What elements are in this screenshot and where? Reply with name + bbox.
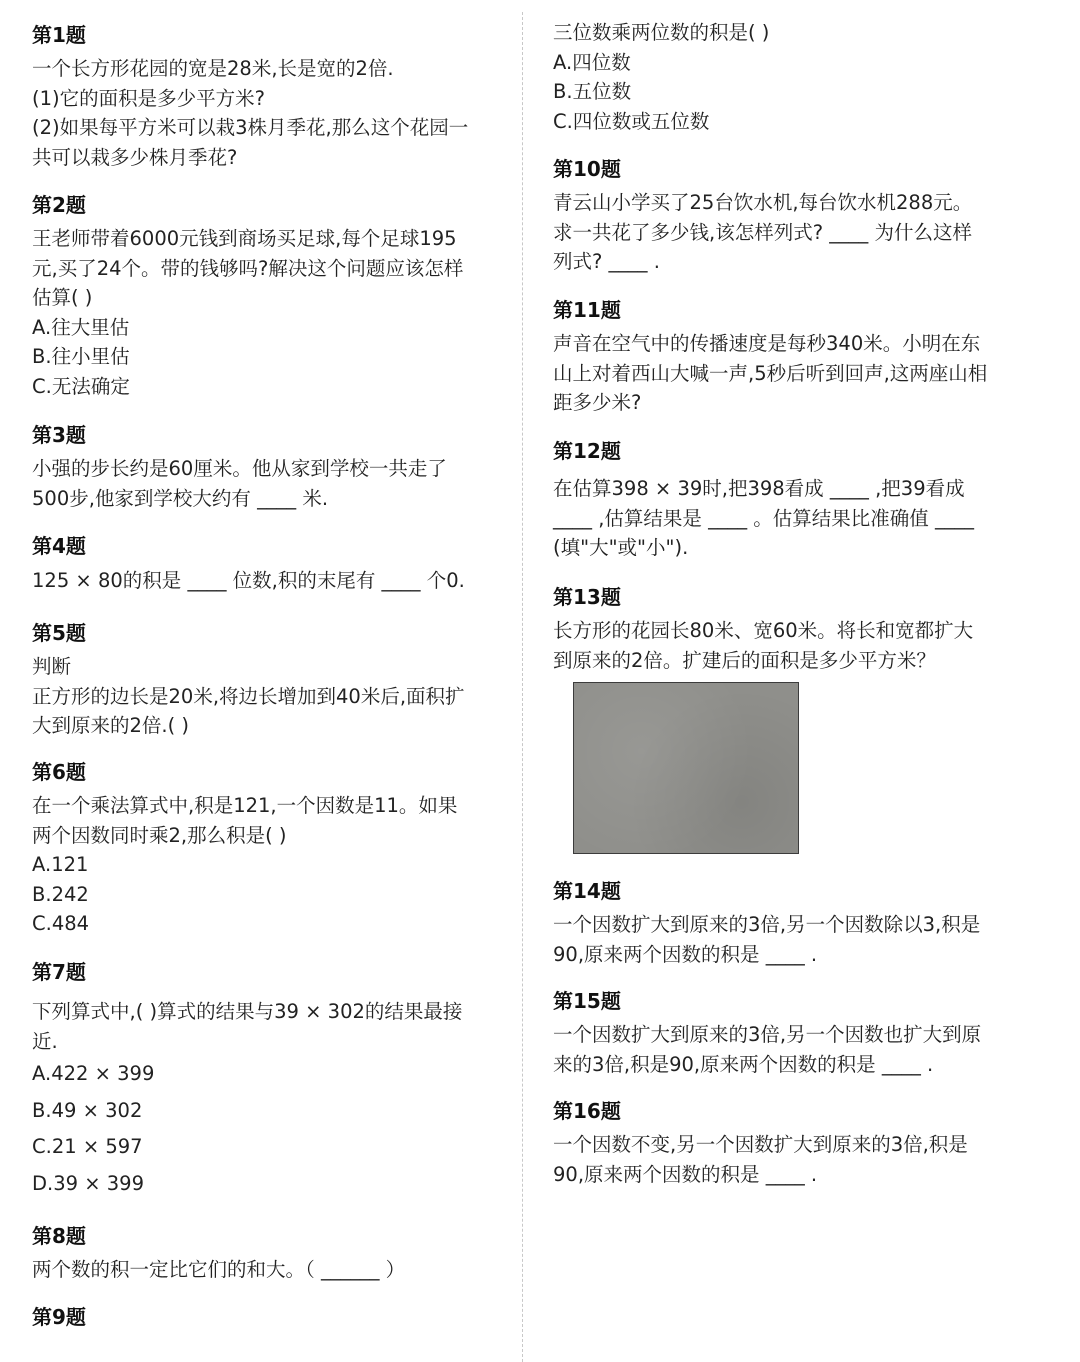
option-c: C.484 [32, 912, 90, 936]
option-a: A.121 [32, 853, 89, 877]
question-title: 第15题 [553, 989, 621, 1013]
question-11 [553, 295, 1023, 418]
question-title: 第4题 [32, 534, 86, 558]
question-text: 列式? ____ . [553, 250, 660, 274]
question-text: 125 × 80的积是 ____ 位数,积的末尾有 ____ 个0. [32, 569, 465, 592]
question-16 [553, 1096, 1023, 1189]
option-a: A.422 × 399 [32, 1062, 155, 1086]
question-text: 山上对着西山大喊一声,5秒后听到回声,这两座山相 [553, 361, 988, 385]
question-text: 一个长方形花园的宽是28米,长是宽的2倍. [32, 57, 394, 80]
question-text: 下列算式中,( )算式的结果与39 × 302的结果最接 [32, 1000, 463, 1023]
question-15 [553, 986, 1023, 1079]
question-text: 两个因数同时乘2,那么积是( ) [32, 823, 287, 847]
question-text: 共可以栽多少株月季花? [32, 145, 238, 169]
question-title: 第11题 [553, 298, 621, 322]
question-text: 两个数的积一定比它们的和大。（ ______ ） [32, 1258, 406, 1281]
option-b: B.五位数 [553, 80, 632, 104]
question-text: 距多少米? [553, 391, 642, 415]
question-title: 第9题 [32, 1305, 86, 1329]
question-title: 第10题 [553, 157, 621, 181]
question-text: 90,原来两个因数的积是 ____ . [553, 1162, 818, 1186]
question-text: 三位数乘两位数的积是( ) [553, 21, 770, 44]
question-10 [553, 154, 1023, 277]
option-c: C.无法确定 [32, 374, 130, 398]
question-7 [32, 957, 502, 1202]
question-12 [553, 436, 1023, 563]
option-a: A.往大里估 [32, 315, 130, 339]
question-title: 第16题 [553, 1099, 621, 1123]
option-d: D.39 × 399 [32, 1171, 144, 1195]
question-14 [553, 876, 1023, 969]
question-4 [32, 531, 502, 600]
question-text: 小强的步长约是60厘米。他从家到学校一共走了 [32, 457, 447, 480]
question-text: 一个因数扩大到原来的3倍,另一个因数也扩大到原 [553, 1023, 982, 1046]
question-title: 第14题 [553, 879, 621, 903]
option-c: C.21 × 597 [32, 1135, 143, 1159]
question-title: 第8题 [32, 1224, 86, 1248]
option-b: B.242 [32, 882, 89, 906]
option-a: A.四位数 [553, 50, 631, 74]
question-text: 正方形的边长是20米,将边长增加到40米后,面积扩 [32, 684, 465, 708]
question-text: 在一个乘法算式中,积是121,一个因数是11。如果 [32, 794, 458, 817]
option-c: C.四位数或五位数 [553, 109, 710, 133]
question-9 [32, 1302, 502, 1332]
question-title: 第2题 [32, 193, 86, 217]
question-type: 判断 [32, 655, 72, 678]
question-8 [32, 1221, 502, 1285]
option-b: B.49 × 302 [32, 1098, 143, 1122]
question-text: 青云山小学买了25台饮水机,每台饮水机288元。 [553, 191, 973, 214]
question-13 [553, 582, 1023, 675]
question-6 [32, 757, 502, 939]
question-1 [32, 20, 502, 172]
question-9-continued [553, 18, 1023, 136]
question-text: 长方形的花园长80米、宽60米。将长和宽都扩大 [553, 619, 974, 642]
question-text: 来的3倍,积是90,原来两个因数的积是 ____ . [553, 1052, 934, 1076]
question-title: 第3题 [32, 423, 86, 447]
question-3 [32, 420, 502, 513]
question-text: 一个因数不变,另一个因数扩大到原来的3倍,积是 [553, 1133, 968, 1156]
question-text: 求一共花了多少钱,该怎样列式? ____ 为什么这样 [553, 220, 972, 244]
garden-rectangle-figure [573, 682, 799, 854]
question-text: (2)如果每平方米可以栽3株月季花,那么这个花园一 [32, 116, 469, 140]
question-text: ____ ,估算结果是 ____ 。估算结果比准确值 ____ [553, 506, 974, 530]
question-title: 第7题 [32, 960, 86, 984]
question-text: 声音在空气中的传播速度是每秒340米。小明在东 [553, 332, 981, 355]
question-text: 估算( ) [32, 286, 93, 310]
question-text: (1)它的面积是多少平方米? [32, 86, 265, 110]
question-title: 第13题 [553, 585, 621, 609]
question-5 [32, 618, 502, 741]
question-text: 元,买了24个。带的钱够吗?解决这个问题应该怎样 [32, 256, 464, 280]
question-text: 一个因数扩大到原来的3倍,另一个因数除以3,积是 [553, 913, 981, 936]
question-text: (填"大"或"小"). [553, 536, 689, 560]
question-text: 大到原来的2倍.( ) [32, 714, 190, 738]
question-text: 在估算398 × 39时,把398看成 ____ ,把39看成 [553, 477, 965, 500]
question-text: 90,原来两个因数的积是 ____ . [553, 942, 818, 966]
question-title: 第5题 [32, 621, 86, 645]
question-title: 第12题 [553, 439, 621, 463]
question-title: 第6题 [32, 760, 86, 784]
question-text: 500步,他家到学校大约有 ____ 米. [32, 486, 329, 510]
question-2 [32, 190, 502, 402]
question-text: 到原来的2倍。扩建后的面积是多少平方米？ [553, 648, 936, 672]
column-divider [522, 12, 523, 1362]
question-text: 近. [32, 1029, 58, 1053]
question-title: 第1题 [32, 23, 86, 47]
question-text: 王老师带着6000元钱到商场买足球,每个足球195 [32, 227, 457, 250]
option-b: B.往小里估 [32, 345, 130, 369]
